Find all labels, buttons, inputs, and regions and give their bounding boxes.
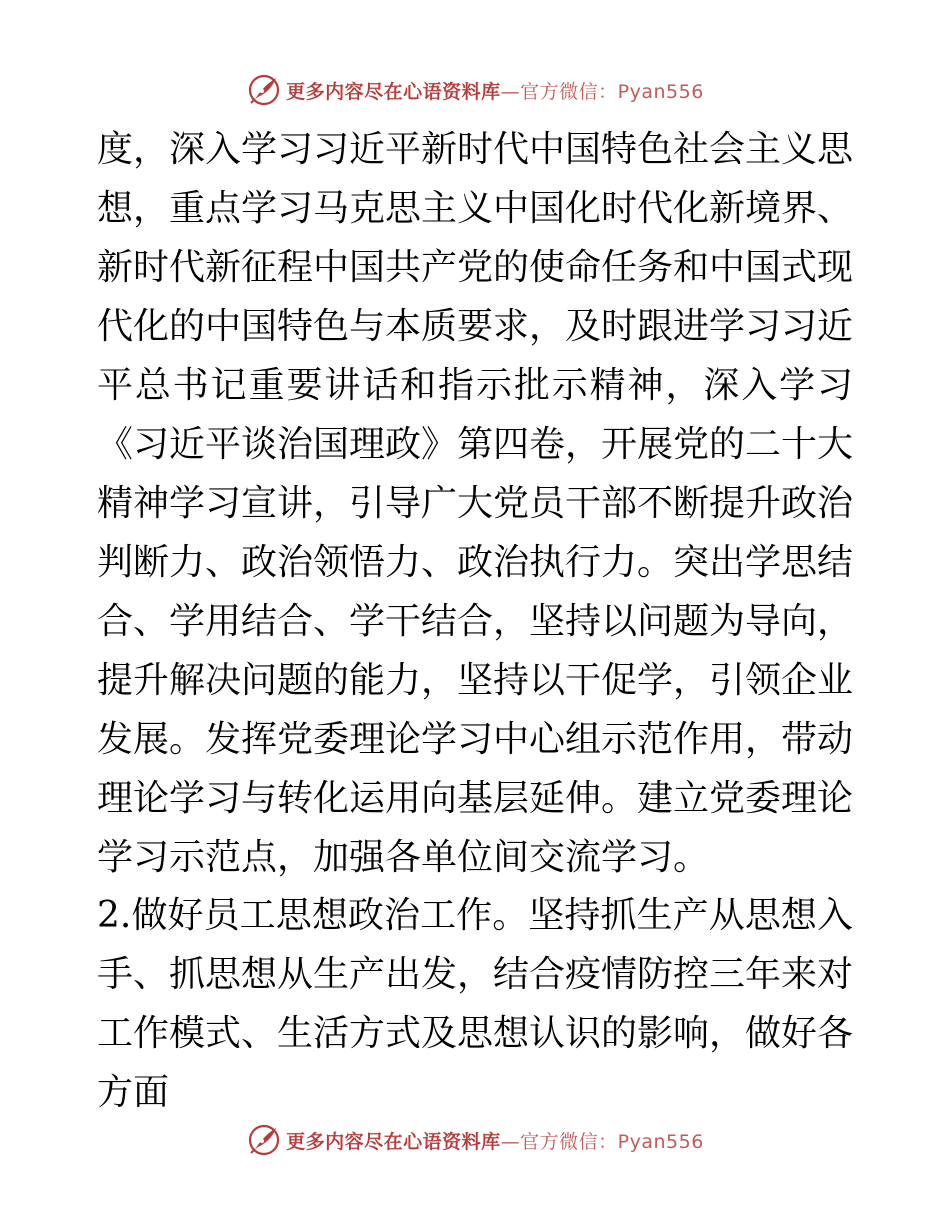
watermark-main-text: 更多内容尽在心语资料库 [286,1130,501,1153]
watermark-sub-text: —官方微信：Pyan556 [500,1130,704,1153]
watermark-footer [246,1122,704,1158]
feather-pen-circle-icon [246,72,282,108]
watermark-main-text: 更多内容尽在心语资料库 [286,80,501,103]
watermark [246,72,704,108]
paragraph-2 [97,886,854,1113]
item-number: 2. [97,895,132,936]
watermark-banner-top [0,70,950,110]
feather-pen-circle-icon [246,1122,282,1158]
document-body [97,120,854,1113]
watermark-banner-bottom [0,1120,950,1160]
watermark-sub-text: —官方微信：Pyan556 [500,80,704,103]
item-2-text: 做好员工思想政治工作。坚持抓生产从思想入手、抓思想从生产出发，结合疫情防控三年来对工作模式、生活方式及思想认识的影响，做好各方面 [97,895,854,1113]
paragraph-1: 度，深入学习习近平新时代中国特色社会主义思想，重点学习马克思主义中国化时代化新境界、新时代新征程中国共产党的使命任务和中国式现代化的中国特色与本质要求，及时跟进学习习近平总书记重要讲话和指示批示精神，深入学习《习近平谈治国理政》第四卷，开展党的二十大精神学习宣讲，引导广大党员干部不断提升政治判断力、政治领悟力、政治执行力。突出学思结合、学用结合、学干结合，坚持以问题为导向，提升解决问题的能力，坚持以干促学，引领企业发展。发挥党委理论学习中心组示范作用，带动理论学习与转化运用向基层延伸。建立党委理论学习示范点，加强各单位间交流学习。 [97,129,854,878]
